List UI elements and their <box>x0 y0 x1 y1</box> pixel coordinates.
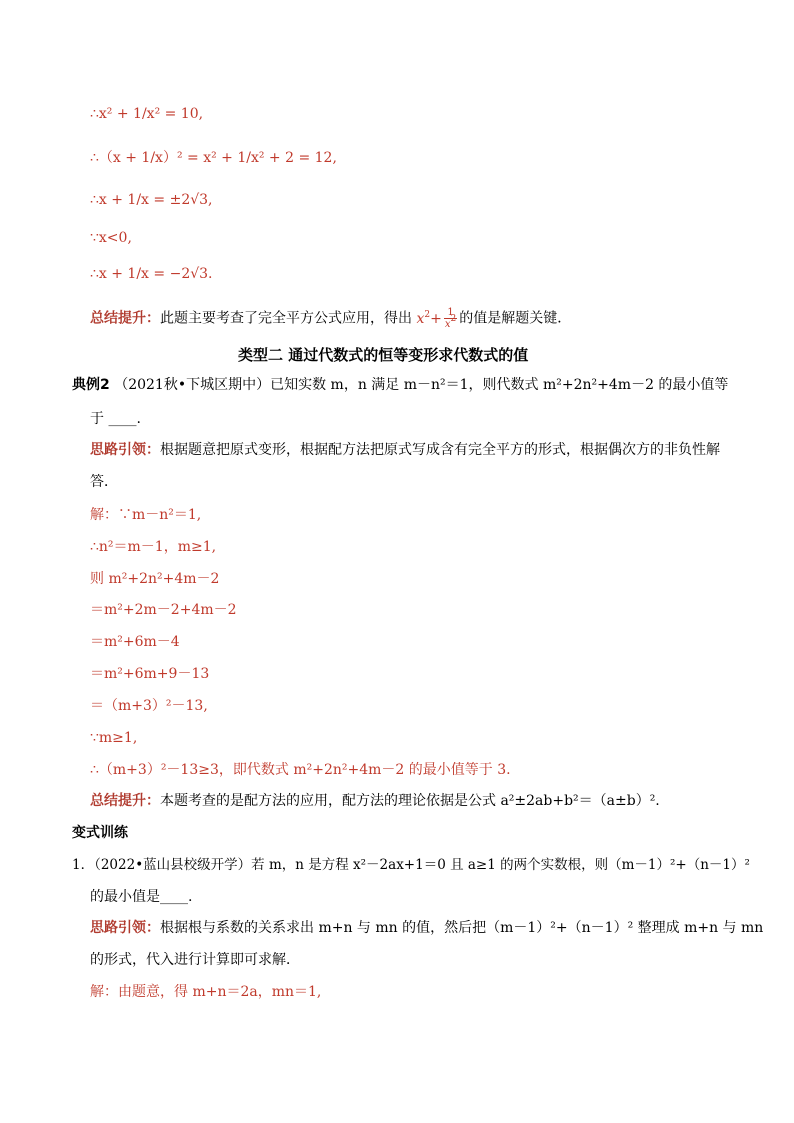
section-title: 类型二 通过代数式的恒等变形求代数式的值 <box>238 346 529 364</box>
formula: $x^2+$ $\frac{1}{x^2}$ <box>416 307 457 330</box>
solution-line: 解：∵m－n²＝1, <box>90 507 202 523</box>
variant-title: 变式训练 <box>72 825 128 841</box>
summary-1 <box>90 307 571 330</box>
hint-2 <box>90 918 763 938</box>
solution-line: ∴（m+3）²－13≥3，即代数式 m²+2n²+4m－2 的最小值等于 3. <box>90 762 511 778</box>
solution-line: ＝m²+6m+9－13 <box>90 666 210 682</box>
solution-line: 解：由题意，得 m+n＝2a，mn＝1, <box>90 984 322 1000</box>
hint-line-1: 根据根与系数的关系求出 m+n 与 mn 的值，然后把（m－1）²+（n－1）² 整理成 m+n 与 mn <box>160 920 764 936</box>
solution-line: ∴n²＝m－1，m≥1, <box>90 539 217 555</box>
step-line: ∵x<0, <box>90 230 132 246</box>
example-source: （2021秋•下城区期中） <box>114 377 271 393</box>
hint-line-2: 答． <box>90 474 118 490</box>
summary-text-b: 的值是解题关键． <box>459 310 572 327</box>
hint-label: 思路引领： <box>90 920 160 936</box>
solution-line: ∵m≥1, <box>90 730 138 746</box>
example-line-1: 已知实数 m，n 满足 m－n²＝1，则代数式 m²+2n²+4m－2 的最小值等 <box>270 377 729 393</box>
solution-line: ＝（m+3）²－13, <box>90 698 208 714</box>
solution-line: ＝m²+2m－2+4m－2 <box>90 602 237 618</box>
step-line: ∴（x + 1/x）² = x² + 1/x² + 2 = 12, <box>90 150 337 166</box>
example-2 <box>72 375 728 395</box>
step-line: ∴x + 1/x = −2√3. <box>90 266 213 282</box>
step-line: ∴x² + 1/x² = 10, <box>90 106 204 122</box>
solution-line: 则 m²+2n²+4m－2 <box>90 571 220 587</box>
question-1-line-1: 1．（2022•蓝山县校级开学）若 m，n 是方程 x²－2ax+1＝0 且 a≥1 的两个实数根，则（m－1）²+（n－1）² <box>72 857 750 873</box>
summary-text-a: 此题主要考查了完全平方公式应用，得出 <box>160 310 412 327</box>
summary-2 <box>90 791 660 811</box>
example-line-2: 于 ____. <box>90 411 141 427</box>
question-1-line-2: 的最小值是____. <box>90 889 193 905</box>
hint-label: 思路引领： <box>90 442 160 458</box>
solution-line: ＝m²+6m－4 <box>90 634 180 650</box>
hint-line-2: 的形式，代入进行计算即可求解． <box>90 952 300 968</box>
hint-line-1: 根据题意把原式变形，根据配方法把原式写成含有完全平方的形式，根据偶次方的非负性解 <box>160 442 720 458</box>
example-label: 典例2 <box>72 377 110 393</box>
step-line: ∴x + 1/x = ±2√3, <box>90 192 213 208</box>
summary-label: 总结提升： <box>90 793 160 809</box>
hint-1 <box>90 440 720 460</box>
summary-label: 总结提升： <box>90 310 160 327</box>
summary-text: 本题考查的是配方法的应用，配方法的理论依据是公式 a²±2ab+b²＝（a±b）². <box>160 793 660 809</box>
